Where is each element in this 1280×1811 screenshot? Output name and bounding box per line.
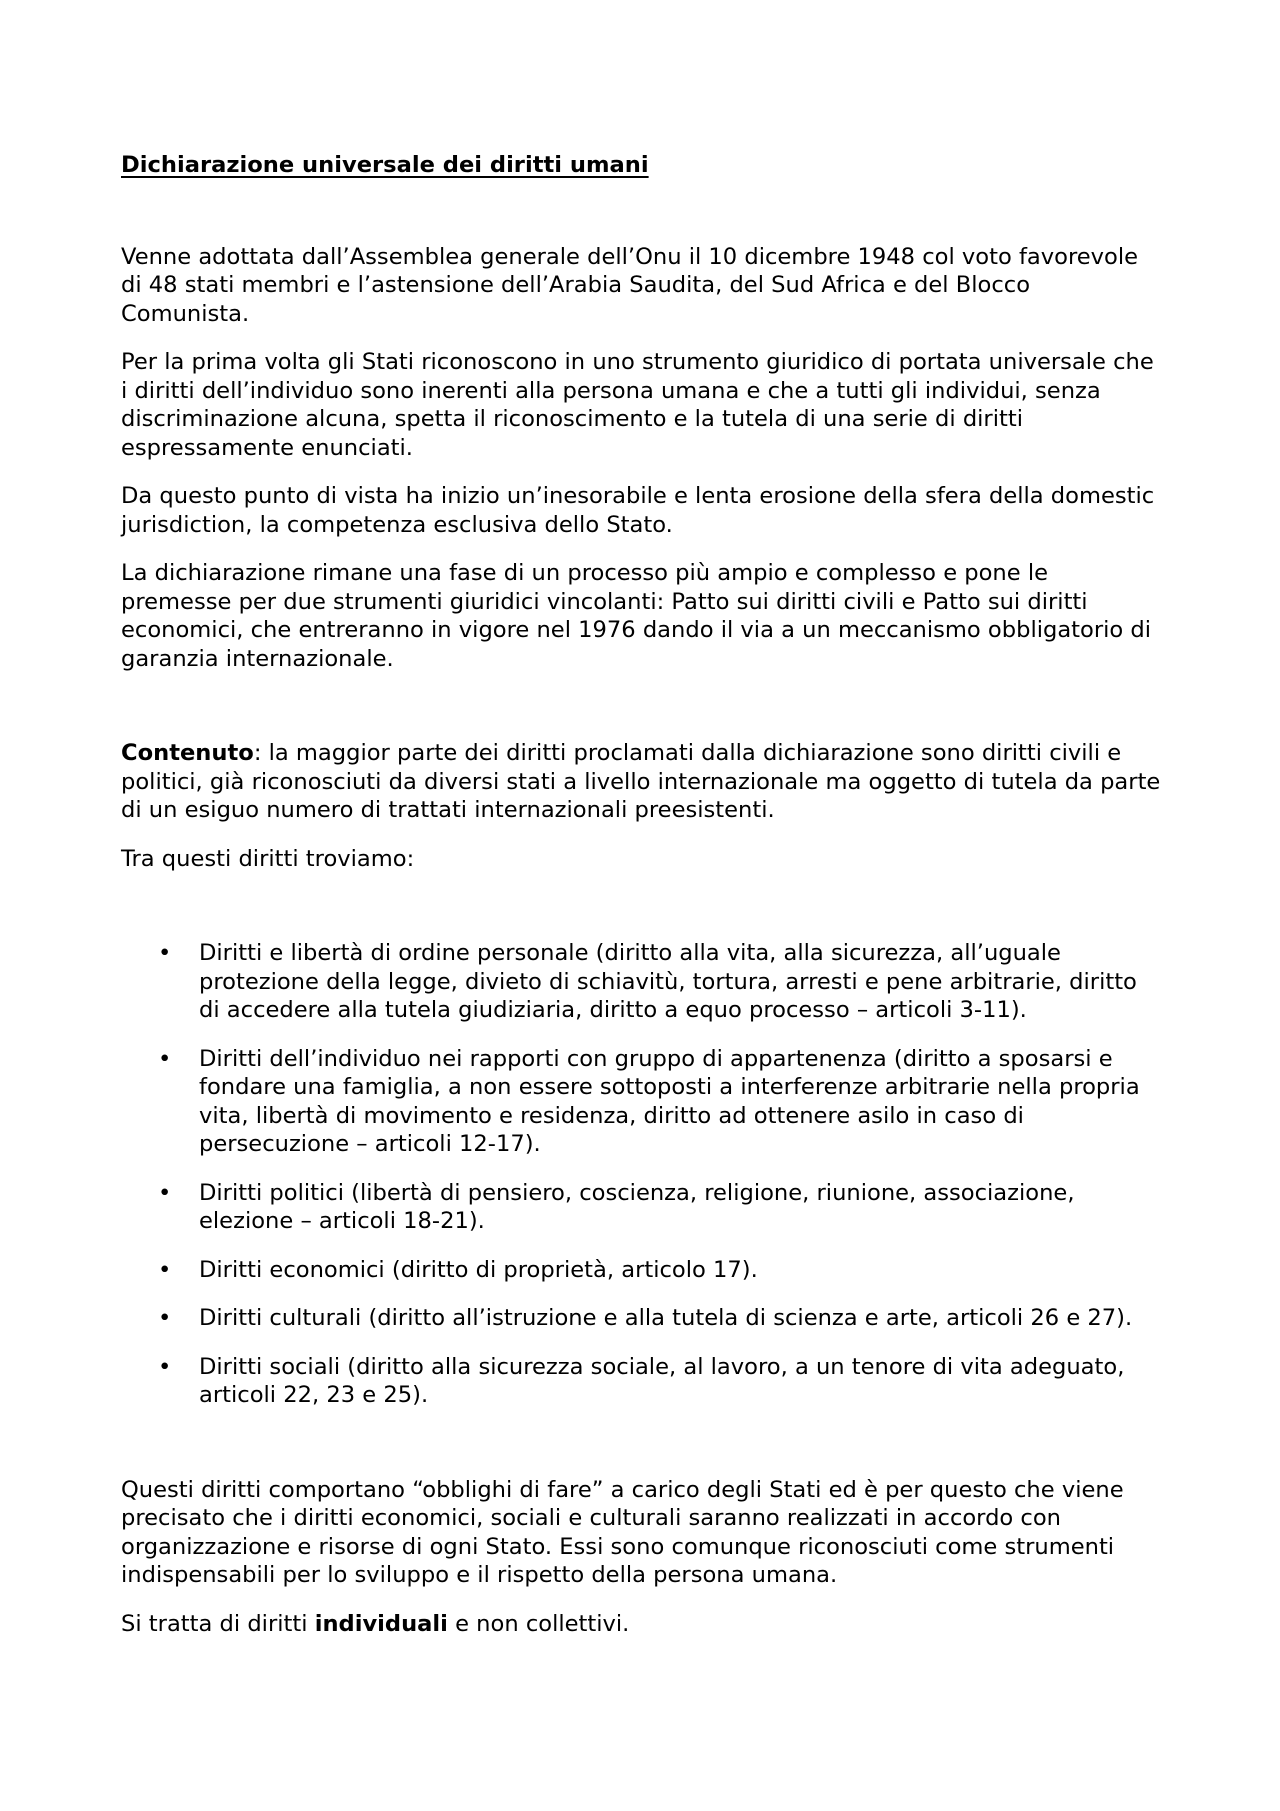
rights-list-item-text: Diritti e libertà di ordine personale (diritto alla vita, alla sicurezza, all’uguale protezione della legge, divieto di schiavitù, tortura, arresti e pene arbitrarie, diritto di accedere alla tutela giudiziaria, diritto a equo processo – articoli 3-11). [199, 940, 1137, 1023]
intro-paragraph: La dichiarazione rimane una fase di un processo più ampio e complesso e pone le premesse per due strumenti giuridici vincolanti: Patto sui diritti civili e Patto sui diritti economici, che entreranno in vigore nel 1976 dando il via a un meccanismo obbligatorio di garanzia internazionale. [121, 560, 1152, 672]
intro-paragraph: Venne adottata dall’Assemblea generale dell’Onu il 10 dicembre 1948 col voto favorevole di 48 stati membri e l’astensione dell’Arabia Saudita, del Sud Africa e del Blocco Comunista. [121, 243, 1139, 327]
rights-list-item [121, 1045, 1161, 1159]
rights-list-item [121, 1304, 1161, 1333]
rights-list-item-text: Diritti politici (libertà di pensiero, coscienza, religione, riunione, associazione, elezione – articoli 18-21). [199, 1179, 1075, 1234]
final-sentence-end: e non collettivi. [447, 1610, 630, 1637]
rights-list-item-text: Diritti sociali (diritto alla sicurezza sociale, al lavoro, a un tenore di vita adeguato, articoli 22, 23 e 25). [199, 1353, 1125, 1408]
content-paragraph [121, 739, 1161, 825]
bullet-icon: • [158, 1305, 172, 1331]
rights-list-item-text: Diritti economici (diritto di proprietà, articolo 17). [199, 1256, 758, 1283]
intro-paragraph: Per la prima volta gli Stati riconoscono in uno strumento giuridico di portata universale che i diritti dell’individuo sono inerenti alla persona umana e che a tutti gli individui, senza discriminazione alcuna, spetta il riconoscimento e la tutela di una serie di diritti espressamente enunciati. [121, 349, 1154, 461]
content-text: : la maggior parte dei diritti proclamati dalla dichiarazione sono diritti civili e politici, già riconosciuti da diversi stati a livello internazionale ma oggetto di tutela da parte di un esiguo numero di trattati internazionali preesistenti. [121, 740, 1161, 823]
document-title: Dichiarazione universale dei diritti umani [121, 152, 649, 178]
rights-list-item-text: Diritti culturali (diritto all’istruzione e alla tutela di scienza e arte, articoli 26 e 27). [199, 1305, 1133, 1331]
final-sentence [121, 1610, 1161, 1639]
intro-paragraph: Da questo punto di vista ha inizio un’inesorabile e lenta erosione della sfera della domestic jurisdiction, la competenza esclusiva dello Stato. [121, 483, 1155, 538]
list-intro: Tra questi diritti troviamo: [121, 845, 415, 872]
closing-paragraph: Questi diritti comportano “obblighi di fare” a carico degli Stati ed è per questo che viene precisato che i diritti economici, sociali e culturali saranno realizzati in accordo con organizzazione e risorse di ogni Stato. Essi sono comunque riconosciuti come strumenti indispensabili per lo sviluppo e il rispetto della persona umana. [121, 1476, 1124, 1588]
document-body [121, 151, 1161, 1658]
bullet-icon: • [158, 1045, 172, 1072]
bullet-icon: • [158, 1256, 172, 1283]
rights-list-item [121, 1353, 1161, 1410]
bullet-icon: • [158, 940, 172, 966]
bullet-icon: • [158, 1353, 172, 1380]
content-label: Contenuto [121, 740, 254, 766]
rights-list-item [121, 1256, 1161, 1285]
rights-list-item [121, 939, 1161, 1025]
final-sentence-emphasis: individuali [314, 1610, 448, 1637]
rights-list-item-text: Diritti dell’individuo nei rapporti con gruppo di appartenenza (diritto a sposarsi e fondare una famiglia, a non essere sottoposti a interferenze arbitrarie nella propria vita, libertà di movimento e residenza, diritto ad ottenere asilo in caso di persecuzione – articoli 12-17). [199, 1045, 1140, 1157]
rights-list [121, 939, 1161, 1410]
final-sentence-start: Si tratta di diritti [121, 1610, 315, 1637]
rights-list-item [121, 1179, 1161, 1236]
bullet-icon: • [158, 1179, 172, 1206]
